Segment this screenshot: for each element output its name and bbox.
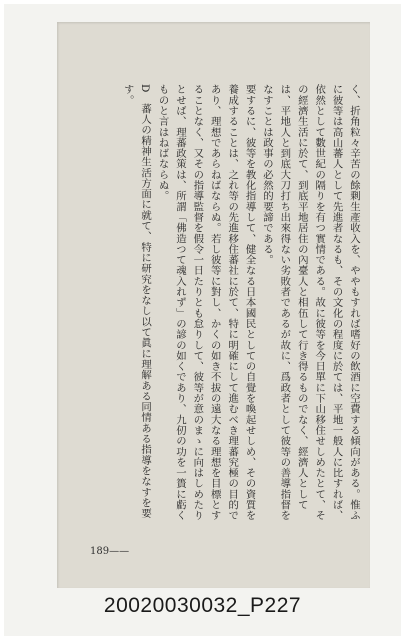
paragraph-3: D 蕃人の精神生活方面に就て、特に研究をなし以て眞に理解ある同情ある指導をなすを要す。 (121, 84, 152, 519)
body-text (72, 84, 362, 524)
paragraph-2: 要するに、彼等を教化指導して、健全なる日本國民としての自覺を喚起せしめ、その資質を養成することは、之れ等の先進移住蕃社に於て、特に明確にして進むべき理蕃究極の目的であり、理想であらねばならぬ。若し彼等に對し、かくの如き不拔の遠大なる理想を目標とすることなく、又その指導監督を假令一日たりとも怠りして、彼等が意のまゝに向はしめたりとせば、理蕃政策は、所謂「佛造つて魂入れず」の諺の如くであり、九仞の功を一簣に虧くものと言はねばならぬ。 (156, 84, 256, 521)
document-id-caption: 20020030032_P227 (103, 594, 302, 617)
page-number: 189—— (90, 546, 130, 557)
paragraph-1: く、折角粒々辛苦の餘剰生產收入を、ややもすれば嗜好の飲酒に空費する傾向がある。惟ふに彼等は高山蕃人として先進者なるも、その文化の程度に於ては、平地一般人に比すれば、依然として數世紀の隔りを有つ實情である。故に彼等を今日單に下山移住せしめたとて、その經濟生活に於て、到底平地居住の內臺人と相伍して行き得るものでなく、經濟人としては、平地人と到底大刀打ち出來得ない劣敗者であるが故に、爲政者として彼等の善導指督をなすことは政事の必然的要諦である。 (260, 84, 360, 521)
